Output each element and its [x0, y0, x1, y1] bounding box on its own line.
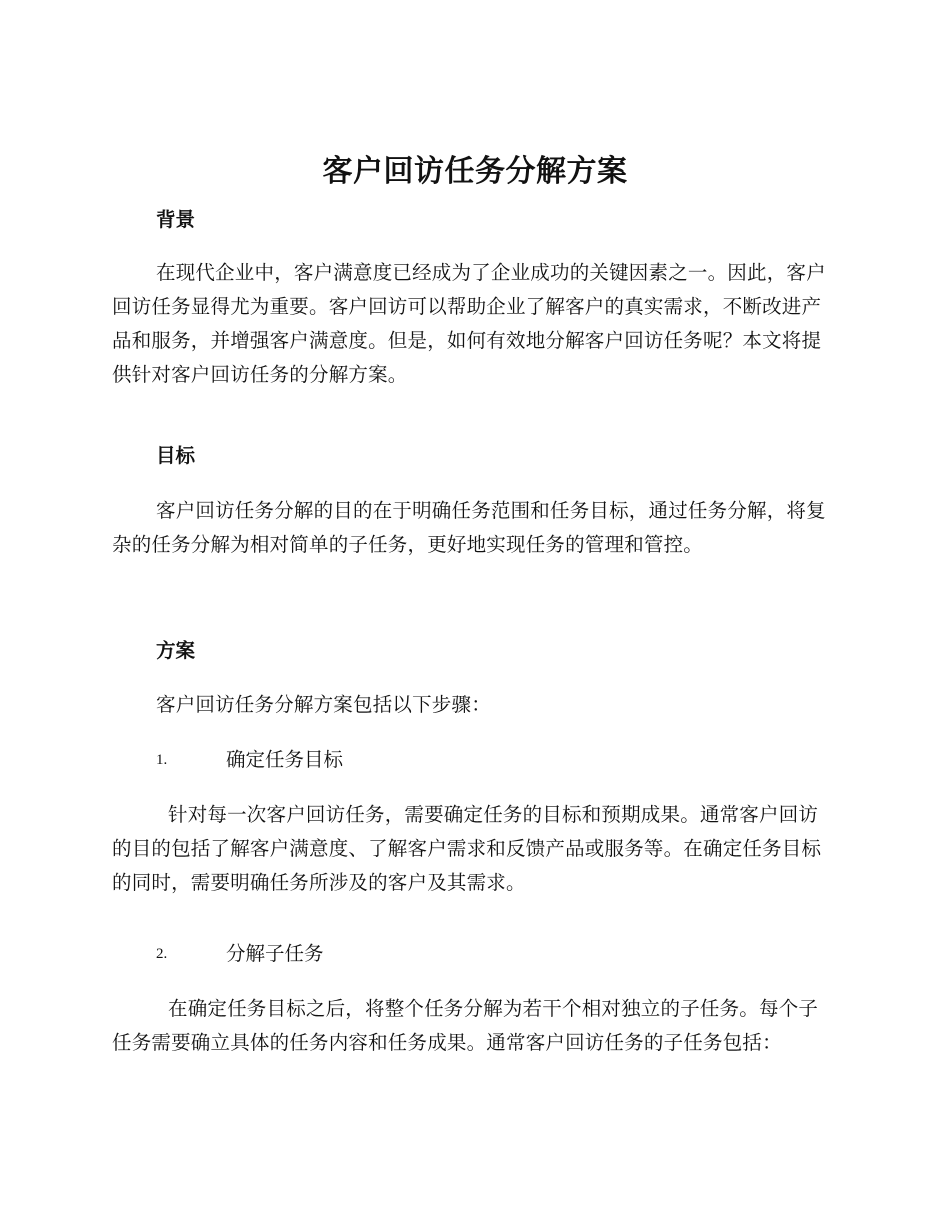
- background-paragraph: 在现代企业中，客户满意度已经成为了企业成功的关键因素之一。因此，客户回访任务显得尤为重要。客户回访可以帮助企业了解客户的真实需求，不断改进产品和服务，并增强客户满意度。但是，如何有效地分解客户回访任务呢？本文将提供针对客户回访任务的分解方案。: [112, 261, 826, 386]
- plan-intro: 客户回访任务分解方案包括以下步骤：: [156, 693, 491, 716]
- goal-paragraph: 客户回访任务分解的目的在于明确任务范围和任务目标，通过任务分解，将复杂的任务分解为相对简单的子任务，更好地实现任务的管理和管控。: [112, 499, 826, 556]
- section-heading-background: 背景: [156, 208, 196, 231]
- section-heading-goal: 目标: [156, 444, 196, 467]
- step-2-paragraph: 在确定任务目标之后，将整个任务分解为若干个相对独立的子任务。每个子任务需要确立具体的任务内容和任务成果。通常客户回访任务的子任务包括：: [112, 997, 819, 1054]
- list-number: 1.: [156, 752, 168, 768]
- section-heading-plan: 方案: [156, 639, 196, 662]
- step-1-paragraph: 针对每一次客户回访任务，需要确定任务的目标和预期成果。通常客户回访的目的包括了解客户满意度、了解客户需求和反馈产品或服务等。在确定任务目标的同时，需要明确任务所涉及的客户及其需求。: [112, 803, 822, 894]
- document-title: 客户回访任务分解方案: [322, 154, 628, 189]
- list-label: 确定任务目标: [226, 748, 344, 771]
- list-number: 2.: [156, 946, 168, 962]
- list-label: 分解子任务: [226, 942, 324, 965]
